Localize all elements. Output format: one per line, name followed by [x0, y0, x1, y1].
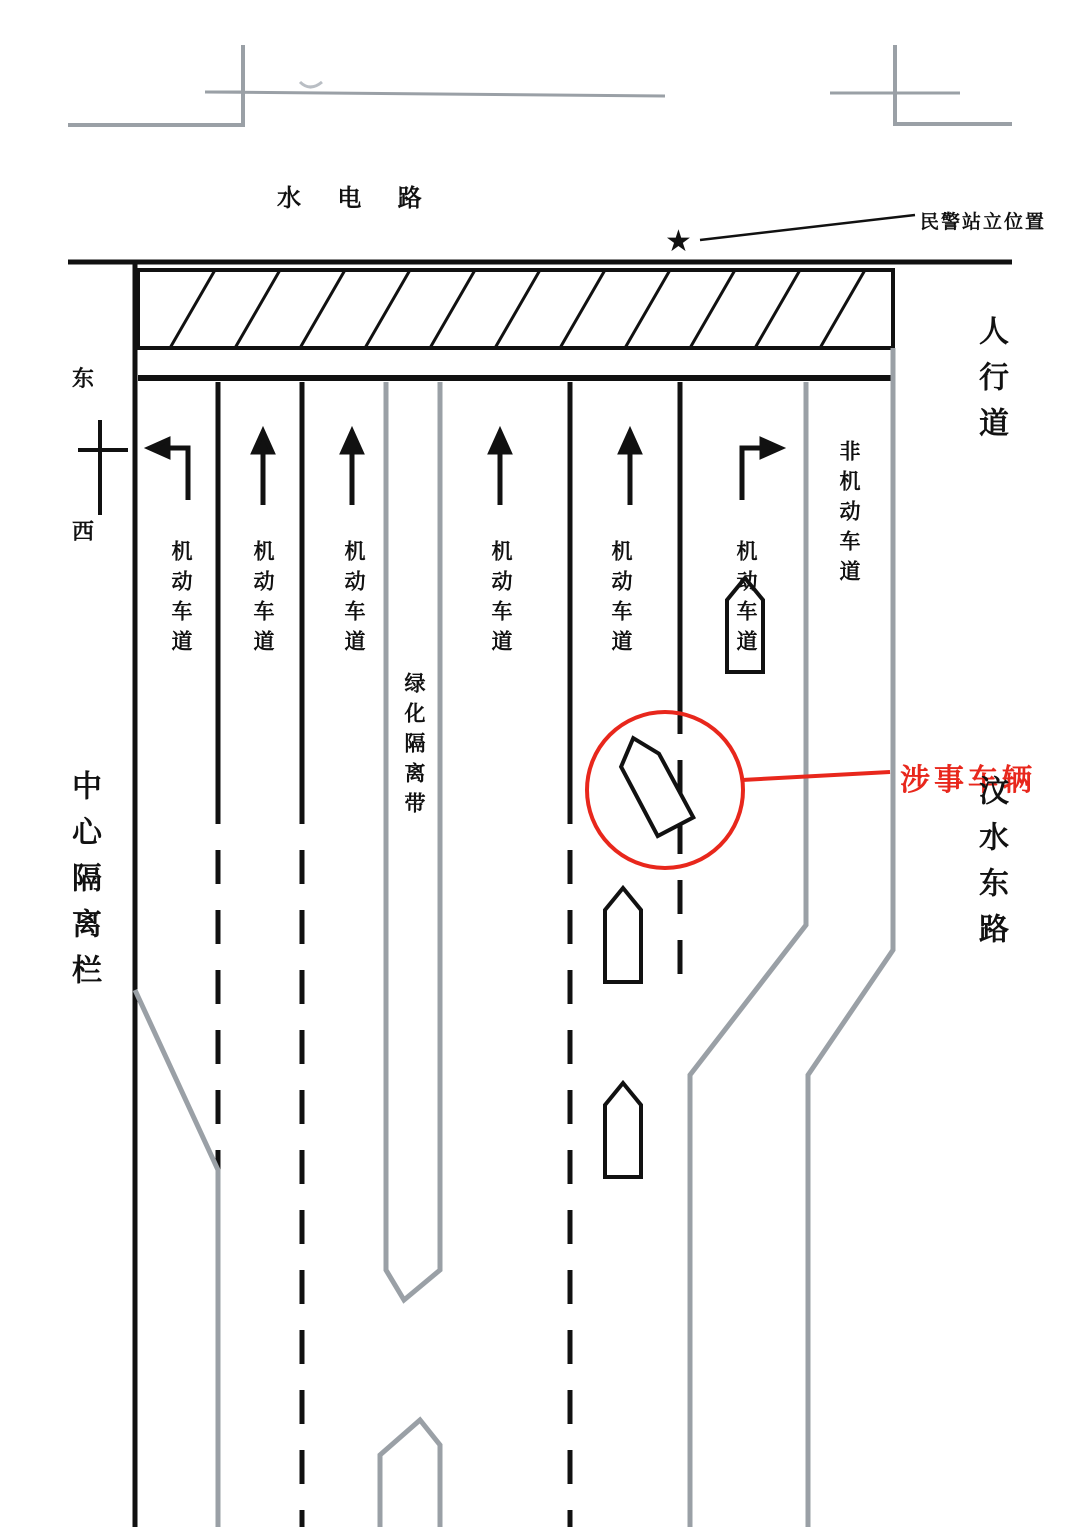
arrow-right-turn [742, 440, 780, 500]
top-left-corner [68, 45, 243, 125]
police-leader-line [700, 215, 915, 240]
compass-cross [78, 420, 128, 515]
lane-label-7: 非机动车道 [837, 440, 861, 590]
center-barrier-label: 中心隔离栏 [66, 770, 101, 1000]
sidewalk-label: 人行道 [973, 315, 1008, 453]
police-star-icon: ★ [665, 224, 692, 259]
compass-east-label: 东 [72, 367, 95, 392]
lane-label-1: 机动车道 [169, 540, 193, 660]
lane-label-2: 机动车道 [251, 540, 275, 660]
arrow-left-turn [150, 440, 188, 500]
vehicle-group [605, 578, 763, 1177]
left-kerb-taper [135, 990, 218, 1527]
lane-label-6: 机动车道 [734, 540, 758, 660]
arrow-straight-4 [621, 432, 639, 505]
involved-vehicle-label: 涉事车辆 [900, 763, 1036, 798]
top-arc-mark [300, 82, 322, 87]
arrow-straight-1 [254, 432, 272, 505]
vehicle-involved [613, 728, 695, 839]
top-road-label: 水 电 路 [277, 184, 436, 212]
crosswalk-stripes [170, 270, 865, 348]
top-right-corner [895, 45, 1012, 124]
vehicle-mid-lane-2 [605, 1083, 641, 1177]
green-belt-label: 绿化隔离带 [402, 672, 426, 822]
road-name-label: 汶水东路 [973, 775, 1008, 959]
highlight-leader-line [742, 772, 890, 780]
arrow-straight-3 [491, 432, 509, 505]
crosswalk-box [138, 270, 893, 348]
police-position-label: 民警站立位置 [920, 211, 1047, 233]
lane-arrow-group [150, 432, 780, 505]
lane-label-5: 机动车道 [609, 540, 633, 660]
arrow-straight-2 [343, 432, 361, 505]
vehicle-mid-lane-1 [605, 888, 641, 982]
lane-label-4: 机动车道 [489, 540, 513, 660]
compass-west-label: 西 [72, 520, 95, 545]
lane-label-3: 机动车道 [342, 540, 366, 660]
green-belt-island-lower [380, 1420, 440, 1527]
top-left-curb [205, 92, 665, 96]
green-belt-island [386, 382, 440, 1300]
